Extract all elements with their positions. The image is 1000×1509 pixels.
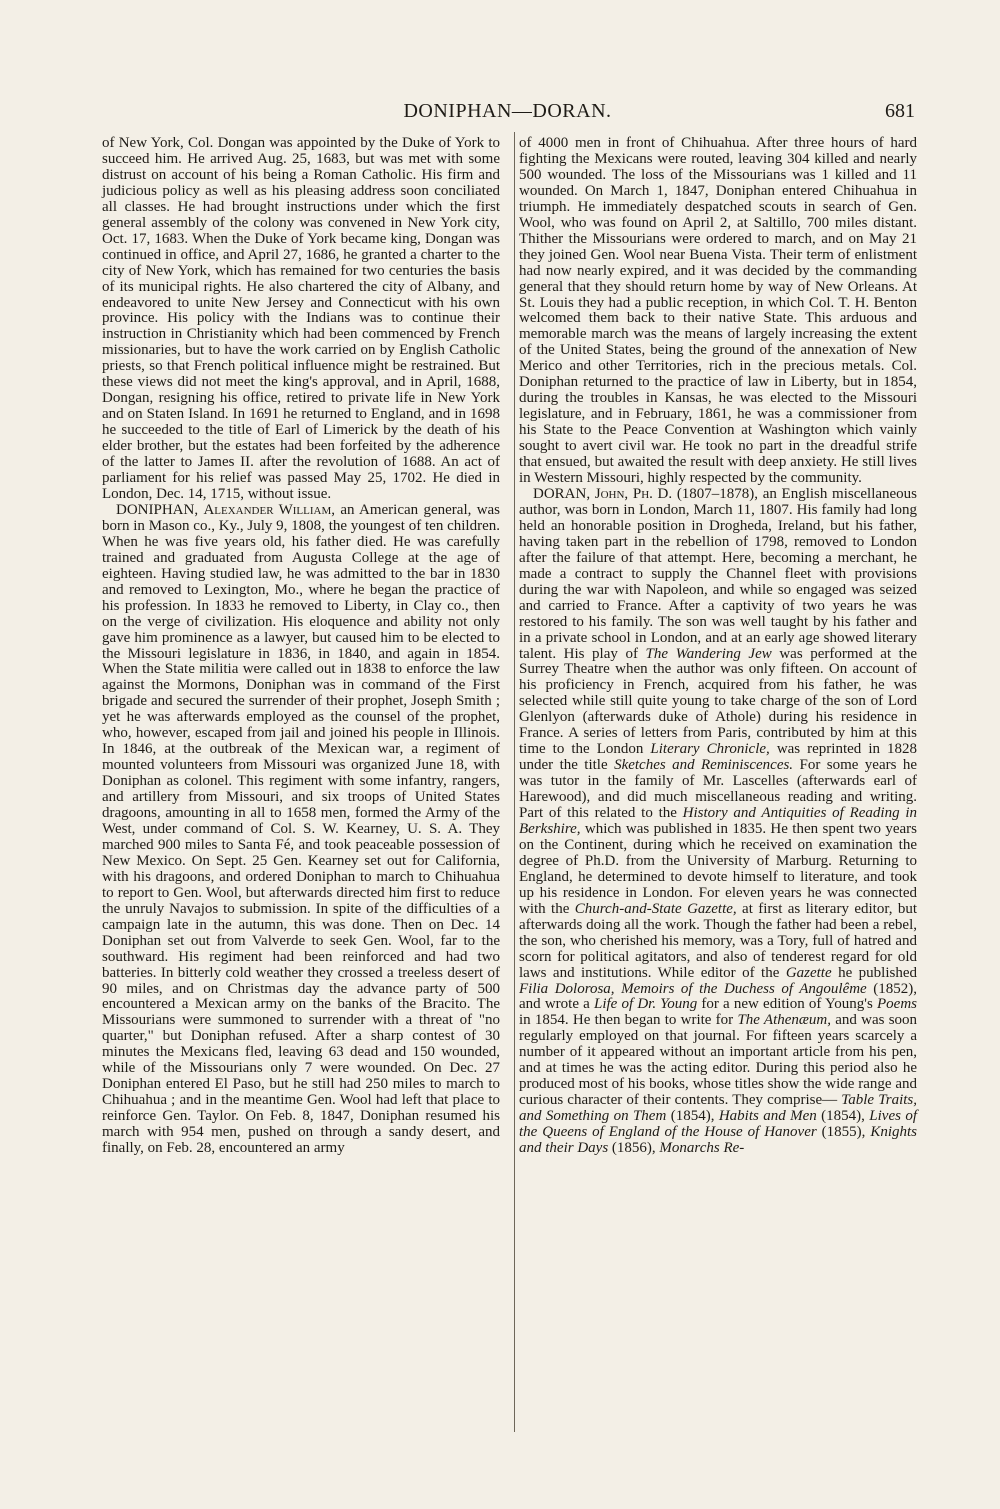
title-monarchs: Monarchs Re- <box>659 1140 745 1157</box>
doniphan-given-names: Alexander William, <box>203 501 335 518</box>
title-church-state-gazette: Church-and-State Gazette, <box>574 900 737 917</box>
doran-text-a: (1807–1878), an English miscellaneous author, was born in London, March 11, 1807. His family had long held an honorable position in Drogheda, Ireland, but his father, having taken part in the rebellion of 1798, removed to London after the failure of that attempt. Here, becoming a merchant, he made a contract to supply the Channel fleet with provisions during the war with Napoleon, and while so engaged was seized and carried to France. After a captivity of two years he was restored to his family. The son was well taught by his father and in a private school in London, and at an early age showed literary talent. His play of <box>519 485 918 662</box>
title-history-reading: History and Antiquities of Reading in Berkshire, <box>519 805 917 837</box>
dongan-continuation-paragraph: of New York, Col. Dongan was appointed by the Duke of York to succeed him. He arrived Aug. 25, 1683, but was met with some distrust on account of his being a Roman Catholic. His firm and judicious policy as well as his pleasing address soon conciliated all classes. He had brought instructions under which the first general assembly of the colony was convened in New York city, Oct. 17, 1683. When the Duke of York became king, Dongan was continued in office, and April 27, 1686, he granted a charter to the city of New York, which has remained for two centuries the basis of its municipal rights. He also chartered the city of Albany, and endeavored to unite New Jersey and Connecticut with his own province. His policy with the Indians was to continue their instruction in Christianity which had been commenced by French missionaries, but to have the work carried on by English Catholic priests, so that French political influence might be restrained. But these views did not meet the king's approval, and in April, 1688, Dongan, resigning his office, retired to private life in New York and on Staten Island. In 1691 he returned to England, and in 1698 he succeeded to the title of Earl of Limerick by the death of his elder brother, but the estates had been forfeited by the adherence of the latter to James II. after the revolution of 1688. An act of parliament for his relief was passed May 25, 1702. He died in London, Dec. 14, 1715, without issue. <box>102 135 500 502</box>
doran-text-d: For some years he was tutor in the family of Mr. Lascelles (afterwards earl of Harewood), and did much miscellaneous reading and writing. Part of this related to the <box>519 757 918 822</box>
title-lives-of-queens: Lives of the Queens of England of the House of Hanover <box>519 1108 918 1141</box>
doran-text-c: was reprinted in 1828 under the title <box>519 741 918 774</box>
title-athenaeum: The Athenæum, <box>737 1012 831 1029</box>
doran-text-i: for a new edition of Young's <box>701 996 873 1013</box>
title-wandering-jew: The Wandering Jew <box>645 645 772 662</box>
doran-text-o: (1856), <box>611 1140 656 1157</box>
title-poems: Poems <box>877 996 918 1013</box>
doran-text-j: in 1854. He then began to write for <box>519 1012 734 1029</box>
doniphan-continuation-paragraph: of 4000 men in front of Chihuahua. After three hours of hard fighting the Mexicans were routed, leaving 304 killed and nearly 500 wounded. The loss of the Missourians was 1 killed and 11 wounded. On March 1, 1847, Doniphan entered Chihuahua in triumph. He immediately despatched scouts in search of Gen. Wool, who was found on April 2, at Saltillo, 700 miles distant. Thither the Missourians were ordered to march, and on May 21 they joined Gen. Wool near Buena Vista. Their term of enlistment had now nearly expired, and it was decided by the commanding general that they should return home by way of New Orleans. At St. Louis they had a public reception, in which Col. T. H. Benton welcomed them back to their native State. This arduous and memorable march was the means of largely increasing the extent of the United States, being the ground of the annexation of New Merico and other Territories, rich in the precious metals. Col. Doniphan returned to the practice of law in Liberty, but in 1854, during the troubles in Kansas, he was elected to the Missouri legislature, and in February, 1861, he was a commissioner from his State to the Peace Convention at Washington which vainly sought to avert civil war. He took no part in the dreadful strife that ensued, but awaited the result with deep anxiety. He still lives in Western Missouri, highly respected by the community. <box>519 135 917 487</box>
title-filia-dolorosa: Filia Dolorosa, Memoirs of the Duchess of Angoulême <box>519 980 867 997</box>
page-header <box>100 98 915 128</box>
doniphan-entry <box>102 503 500 1157</box>
doniphan-entry-text: an American general, was born in Mason co., Ky., July 9, 1808, the youngest of ten children. When he was five years old, his father died. He was carefully trained and graduated from Augusta College at the age of eighteen. Having studied law, he was admitted to the bar in 1830 and removed to Lexington, Mo., where he began the practice of his profession. In 1833 he removed to Liberty, in Clay co., then on the verge of civilization. His eloquence and ability not only gave him prominence as a lawyer, but caused him to be elected to the Missouri legislature in 1836, in 1840, and again in 1854. When the State militia were called out in 1838 to enforce the law against the Mormons, Doniphan was in command of the First brigade and secured the surrender of their prophet, Joseph Smith ; yet he was afterwards employed as the counsel of the prophet, who, however, escaped from jail and joined his people in Illinois. In 1846, at the outbreak of the Mexican war, a regiment of mounted volunteers from Missouri was organized June 18, with Doniphan as colonel. This regiment with some infantry, rangers, and artillery from Missouri, and six troops of United States dragoons, amounting in all to 1658 men, formed the Army of the West, under command of Col. S. W. Kearney, U. S. A. They marched 900 miles to Santa Fé, and took peaceable possession of New Mexico. On Sept. 25 Gen. Kearney set out for California, with his dragoons, and ordered Doniphan to march to Chihuahua to report to Gen. Wool, but afterwards directed him first to reduce the unruly Navajos to submission. In spite of the difficulties of a campaign late in the autumn, this was done. Then on Dec. 14 Doniphan set out from Valverde to seek Gen. Wool, far to the southward. His regiment had been reinforced and had two batteries. In bitterly cold weather they crossed a treeless desert of 90 miles, and on Christmas day the advance party of 500 encountered a Mexican army on the banks of the Bracito. The Missourians were summoned to surrender with a threat of "no quarter," but Doniphan refused. After a sharp contest of 30 minutes the Mexicans fled, leaving 63 dead and 150 wounded, while of the Missourians only 7 were wounded. On Dec. 27 Doniphan entered El Paso, but he still had 250 miles to march to Chihuahua ; and in the meantime Gen. Wool had left that place to reinforce Gen. Taylor. On Feb. 8, 1847, Doniphan resumed his march with 954 men, pushed on through a sandy desert, and finally, on Feb. 28, encountered an army <box>102 501 501 1157</box>
column-divider <box>514 132 515 1432</box>
title-life-of-young: Life of Dr. Young <box>593 996 698 1013</box>
page-number: 681 <box>885 100 915 122</box>
title-literary-chronicle: Literary Chronicle, <box>650 741 770 758</box>
doran-text-b: was performed at the Surrey Theatre when the author was only fifteen. On account of his proficiency in French, acquired from his father, he was selected while still quite young to take charge of the son of Lord Glenlyon (afterwards duke of Athole) during his residence in France. A series of letters from Paris, contributed by him at this time to the London <box>519 645 918 758</box>
title-table-traits: Table Traits, and Something on Them <box>519 1092 917 1125</box>
doran-text-h: (1852), and wrote a <box>519 980 917 1013</box>
doran-text-f: at first as literary editor, but afterwards doing all the work. Though the father had been a rebel, the son, who cherished his memory, was a Tory, full of hatred and scorn for political agitators, and also of tenderest regard for old laws and institutions. While editor of the <box>519 900 918 981</box>
doran-text-g: he published <box>838 964 917 981</box>
doran-headword: DORAN, <box>533 485 591 502</box>
doran-text-n: (1855), <box>821 1124 866 1141</box>
doran-text-k: and was soon regularly employed on that journal. For fifteen years scarcely a number of it appeared without an important article from his pen, and at times he was the acting editor. During this period also he produced most of his books, whose titles show the wide range and curious character of their contents. They comprise— <box>519 1012 918 1109</box>
doran-entry <box>519 487 917 1157</box>
running-head: DONIPHAN—DORAN. <box>403 100 612 122</box>
doran-text-m: (1854), <box>821 1108 865 1125</box>
doran-text-l: (1854), <box>670 1108 715 1125</box>
doniphan-headword: DONIPHAN, <box>116 501 199 518</box>
left-column <box>102 136 500 1157</box>
right-column <box>519 136 917 1157</box>
title-habits-and-men: Habits and Men <box>718 1108 817 1125</box>
title-gazette: Gazette <box>785 964 832 981</box>
doran-given-names: John, Ph. D. <box>594 485 673 502</box>
title-sketches: Sketches and Reminiscences. <box>614 757 794 774</box>
title-knights: Knights and their Days <box>519 1124 918 1157</box>
doran-text-e: which was published in 1835. He then spent two years on the Continent, during which he received on examination the degree of Ph.D. from the University of Marburg. Returning to England, he determined to devote himself to literature, and took up his residence in London. For eleven years he was connected with the <box>519 820 918 917</box>
